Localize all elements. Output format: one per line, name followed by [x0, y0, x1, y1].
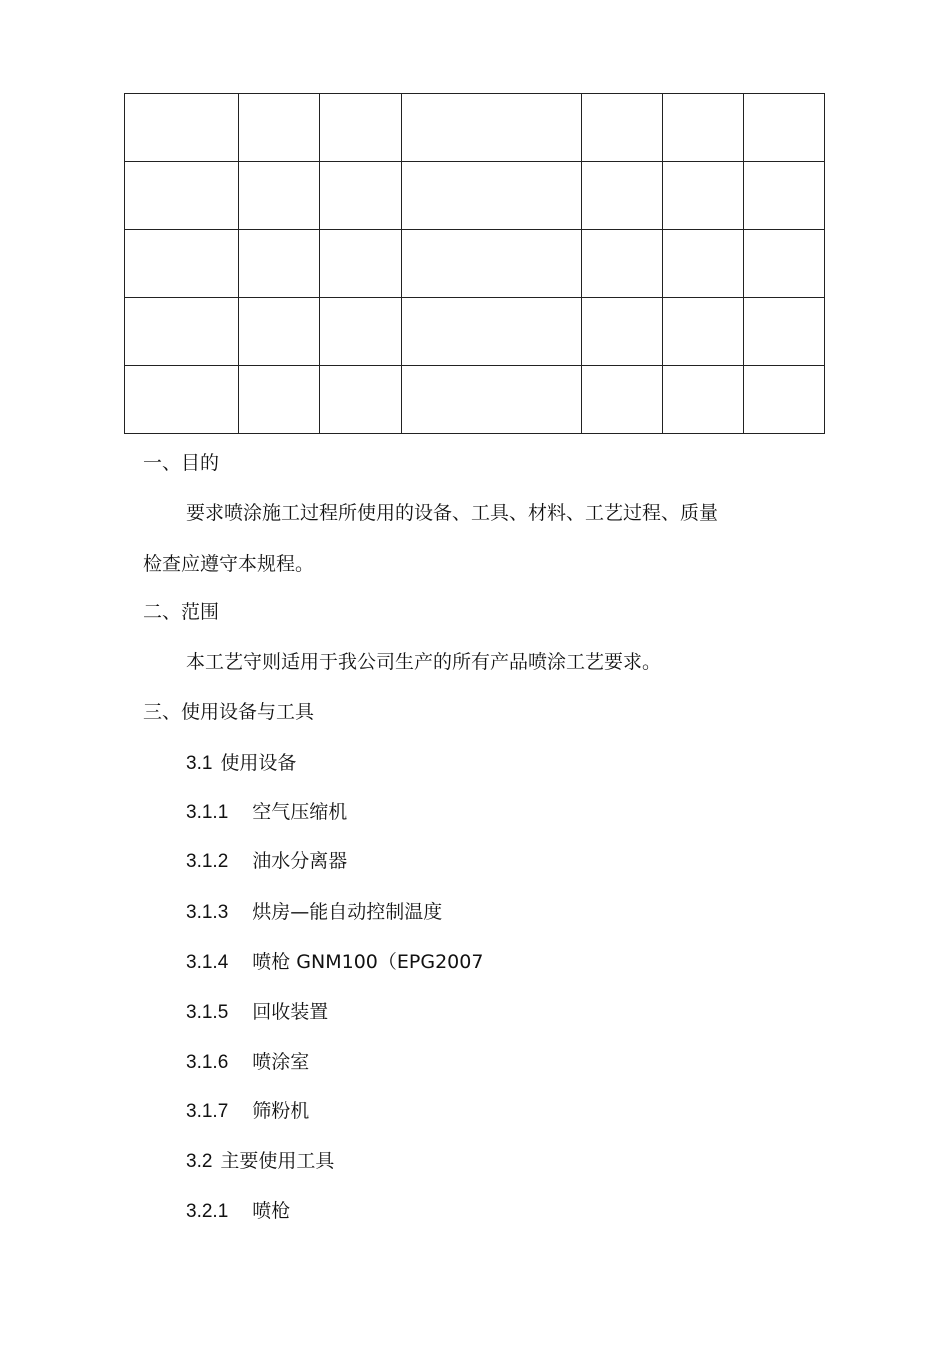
- item-text: 回收装置: [252, 1001, 329, 1023]
- table-cell: [582, 94, 663, 162]
- table-cell: [402, 162, 582, 230]
- table-cell: [663, 366, 744, 434]
- scope-paragraph: 本工艺守则适用于我公司生产的所有产品喷涂工艺要求。: [186, 651, 662, 673]
- table-cell: [663, 230, 744, 298]
- table-row: [125, 298, 825, 366]
- list-item: [186, 899, 442, 926]
- subsection-number: 3.1: [186, 753, 213, 774]
- item-number: 3.2.1: [186, 1201, 229, 1222]
- table-cell: [320, 94, 402, 162]
- table-row: [125, 162, 825, 230]
- list-item: [186, 999, 328, 1026]
- table-cell: [582, 230, 663, 298]
- table-cell: [744, 298, 825, 366]
- item-text: 筛粉机: [252, 1100, 310, 1122]
- table-cell: [402, 94, 582, 162]
- table-cell: [582, 298, 663, 366]
- table-row: [125, 366, 825, 434]
- list-item: [186, 1098, 309, 1125]
- subsection-number: 3.2: [186, 1151, 213, 1172]
- table-cell: [663, 94, 744, 162]
- item-text: 油水分离器: [252, 850, 348, 872]
- item-number: 3.1.5: [186, 1002, 229, 1023]
- table-cell: [663, 162, 744, 230]
- table-cell: [320, 162, 402, 230]
- table-cell: [125, 366, 239, 434]
- table-cell: [239, 94, 320, 162]
- item-number: 3.1.3: [186, 902, 229, 923]
- list-item: [186, 848, 347, 875]
- item-number: 3.1.2: [186, 851, 229, 872]
- table-cell: [402, 366, 582, 434]
- subsection-title: 主要使用工具: [220, 1150, 335, 1172]
- list-item: [186, 799, 347, 826]
- item-number: 3.1.6: [186, 1052, 229, 1073]
- item-text: 喷枪: [252, 1200, 291, 1222]
- subsection-tools: [186, 1148, 334, 1175]
- section-heading-scope: 二、范围: [143, 601, 220, 623]
- table-cell: [744, 162, 825, 230]
- item-number: 3.1.1: [186, 802, 229, 823]
- table-cell: [744, 230, 825, 298]
- section-heading-equipment-tools: 三、使用设备与工具: [143, 701, 315, 723]
- table-cell: [125, 298, 239, 366]
- table-cell: [320, 230, 402, 298]
- list-item: [186, 1198, 290, 1225]
- table-cell: [125, 162, 239, 230]
- blank-grid-table: [124, 93, 825, 434]
- item-text: 喷枪 GNM100（EPG2007: [252, 951, 484, 973]
- item-number: 3.1.7: [186, 1101, 229, 1122]
- table-cell: [239, 162, 320, 230]
- list-item: [186, 1049, 309, 1076]
- table-cell: [744, 94, 825, 162]
- table-row: [125, 230, 825, 298]
- table-cell: [320, 298, 402, 366]
- table-cell: [320, 366, 402, 434]
- table-cell: [582, 366, 663, 434]
- table-cell: [239, 366, 320, 434]
- table-cell: [582, 162, 663, 230]
- table-cell: [663, 298, 744, 366]
- table-cell: [125, 230, 239, 298]
- item-text: 空气压缩机: [252, 801, 348, 823]
- subsection-equipment: [186, 750, 296, 777]
- item-text: 烘房—能自动控制温度: [252, 901, 443, 923]
- table-cell: [125, 94, 239, 162]
- table-row: [125, 94, 825, 162]
- section-heading-purpose: 一、目的: [143, 452, 220, 474]
- subsection-title: 使用设备: [220, 752, 297, 774]
- purpose-paragraph-line-1: 要求喷涂施工过程所使用的设备、工具、材料、工艺过程、质量: [186, 502, 719, 524]
- purpose-paragraph-line-2: 检查应遵守本规程。: [143, 553, 315, 575]
- table-cell: [402, 298, 582, 366]
- list-item: [186, 949, 483, 976]
- table-cell: [744, 366, 825, 434]
- table-cell: [402, 230, 582, 298]
- table-cell: [239, 230, 320, 298]
- item-text: 喷涂室: [252, 1051, 310, 1073]
- item-number: 3.1.4: [186, 952, 229, 973]
- table-cell: [239, 298, 320, 366]
